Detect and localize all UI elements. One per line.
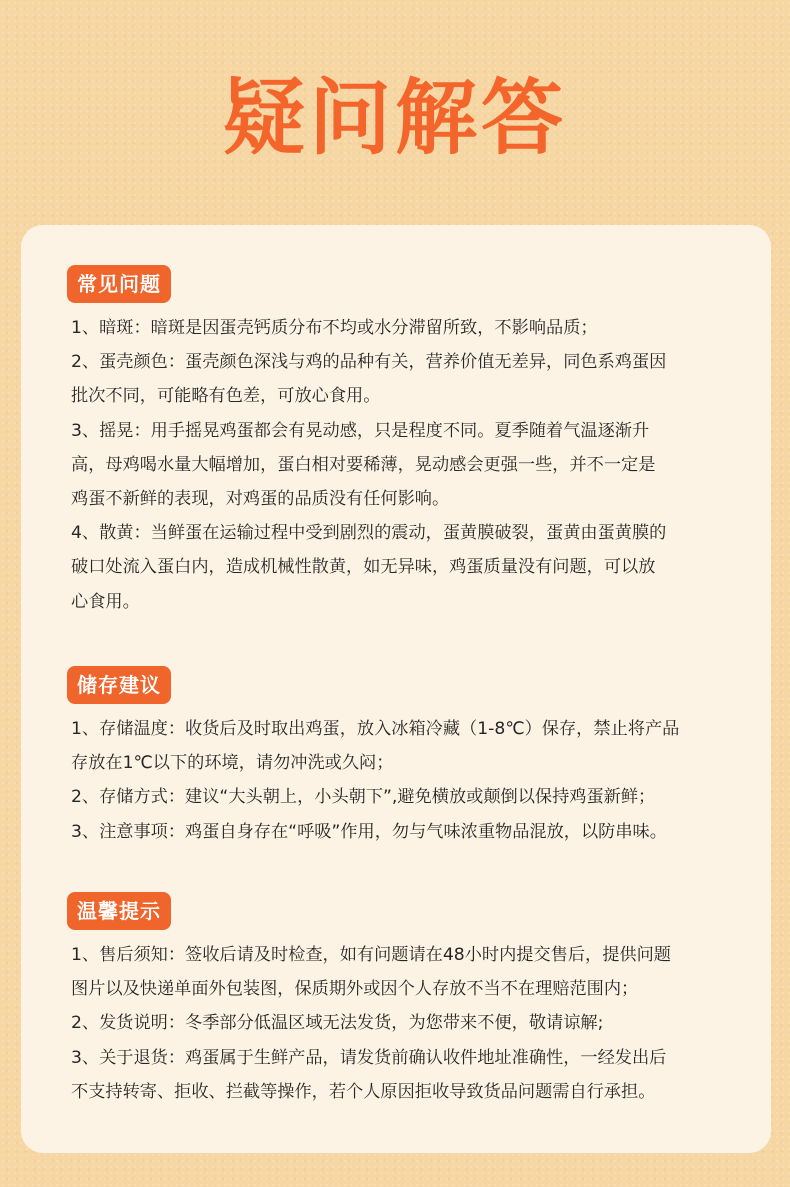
list-item: 2、蛋壳颜色：蛋壳颜色深浅与鸡的品种有关，营养价值无差异，同色系鸡蛋因 批次不同，可能略有色差，可放心食用。: [71, 352, 667, 407]
list-item: 3、注意事项：鸡蛋自身存在“呼吸”作用，勿与气味浓重物品混放，以防串味。: [71, 821, 667, 842]
list-item: 3、关于退货：鸡蛋属于生鲜产品，请发货前确认收件地址准确性，一经发出后 不支持转寄、拒收、拦截等操作，若个人原因拒收导致货品问题需自行承担。: [71, 1047, 667, 1102]
section-heading: 温馨提示: [67, 892, 171, 930]
list-item: 4、散黄：当鲜蛋在运输过程中受到剧烈的震动，蛋黄膜破裂，蛋黄由蛋黄膜的 破口处流入蛋白内，造成机械性散黄，如无异味，鸡蛋质量没有问题，可以放 心食用。: [71, 523, 667, 612]
list-item: 1、售后须知：签收后请及时检查，如有问题请在48小时内提交售后，提供问题 图片以及快递单面外包装图，保质期外或因个人存放不当不在理赔范围内；: [71, 945, 671, 1000]
list-item: 2、存储方式：建议“大头朝上，小头朝下”,避免横放或颠倒以保持鸡蛋新鲜；: [71, 787, 656, 808]
page-title: 疑问解答: [222, 71, 567, 166]
faq-card: [21, 225, 771, 1153]
list-item: 2、发货说明：冬季部分低温区域无法发货，为您带来不便，敬请谅解;: [71, 1013, 604, 1034]
list-item: 3、摇晃：用手摇晃鸡蛋都会有晃动感，只是程度不同。夏季随着气温逐渐升 高，母鸡喝水量大幅增加，蛋白相对要稀薄，晃动感会更强一些，并不一定是 鸡蛋不新鲜的表现，对鸡蛋的品质没有任何影响。: [71, 420, 656, 510]
section-heading: 储存建议: [67, 666, 171, 704]
section-items: [67, 712, 747, 849]
list-item: 1、存储温度：收货后及时取出鸡蛋，放入冰箱冷藏（1-8℃）保存，禁止将产品 存放在1℃以下的环境，请勿冲洗或久闷；: [71, 719, 680, 774]
section-common-questions: [67, 265, 747, 619]
section-items: [67, 938, 747, 1109]
section-warm-tips: [67, 892, 747, 1109]
section-items: [67, 311, 747, 619]
section-heading: 常见问题: [67, 265, 171, 303]
list-item: 1、暗斑：暗斑是因蛋壳钙质分布不均或水分滞留所致，不影响品质；: [71, 318, 598, 338]
section-storage-advice: [67, 666, 747, 849]
